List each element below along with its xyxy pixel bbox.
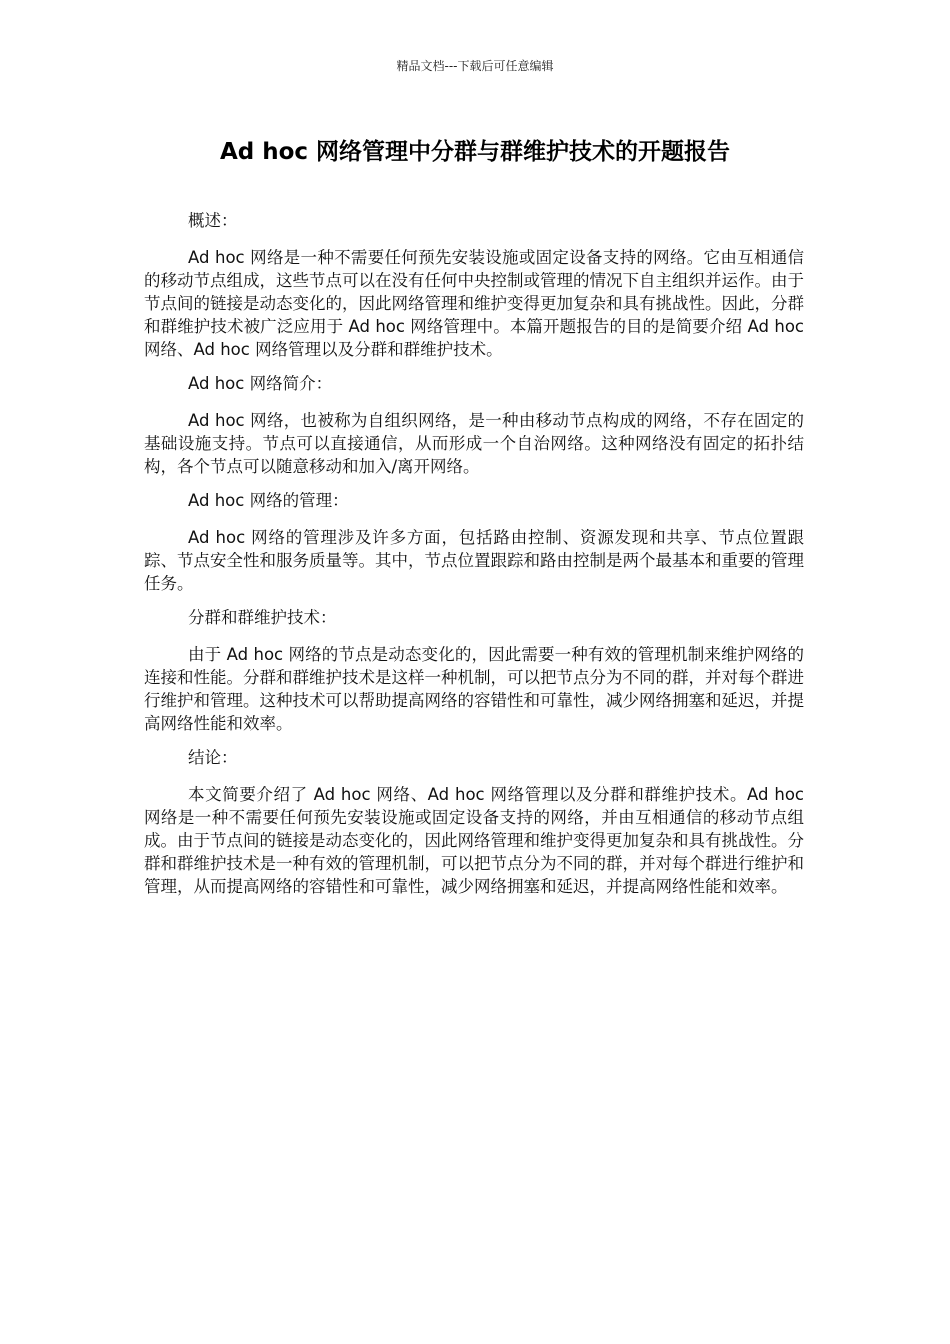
paragraph-adhoc-intro: Ad hoc 网络，也被称为自组织网络，是一种由移动节点构成的网络，不存在固定的基础设施支持。节点可以直接通信，从而形成一个自治网络。这种网络没有固定的拓扑结构，各个节点可以随意移动和加入/离开网络。 [144, 411, 804, 476]
page-header-note: 精品文档---下载后可任意编辑 [396, 59, 554, 73]
section-heading-clustering: 分群和群维护技术： [188, 608, 337, 627]
paragraph-clustering: 由于 Ad hoc 网络的节点是动态变化的，因此需要一种有效的管理机制来维护网络的连接和性能。分群和群维护技术是这样一种机制，可以把节点分为不同的群，并对每个群进行维护和管理。这种技术可以帮助提高网络的容错性和可靠性，减少网络拥塞和延迟，并提高网络性能和效率。 [144, 645, 804, 733]
section-heading-overview: 概述： [188, 211, 238, 230]
paragraph-overview: Ad hoc 网络是一种不需要任何预先安装设施或固定设备支持的网络。它由互相通信的移动节点组成，这些节点可以在没有任何中央控制或管理的情况下自主组织并运作。由于节点间的链接是动态变化的，因此网络管理和维护变得更加复杂和具有挑战性。因此，分群和群维护技术被广泛应用于 Ad hoc 网络管理中。本篇开题报告的目的是简要介绍 Ad hoc 网络、Ad hoc 网络管理以及分群和群维护技术。 [144, 248, 804, 359]
section-heading-management: Ad hoc 网络的管理： [188, 491, 349, 510]
document-body [144, 209, 804, 909]
document-title: Ad hoc 网络管理中分群与群维护技术的开题报告 [219, 139, 731, 165]
section-heading-adhoc-intro: Ad hoc 网络简介： [188, 374, 333, 393]
section-heading-conclusion: 结论： [188, 748, 238, 767]
paragraph-management: Ad hoc 网络的管理涉及许多方面，包括路由控制、资源发现和共享、节点位置跟踪、节点安全性和服务质量等。其中，节点位置跟踪和路由控制是两个最基本和重要的管理任务。 [144, 528, 804, 593]
paragraph-conclusion: 本文简要介绍了 Ad hoc 网络、Ad hoc 网络管理以及分群和群维护技术。Ad hoc 网络是一种不需要任何预先安装设施或固定设备支持的网络，并由互相通信的移动节点组成。由于节点间的链接是动态变化的，因此网络管理和维护变得更加复杂和具有挑战性。分群和群维护技术是一种有效的管理机制，可以把节点分为不同的群，并对每个群进行维护和管理，从而提高网络的容错性和可靠性，减少网络拥塞和延迟，并提高网络性能和效率。 [144, 785, 804, 896]
